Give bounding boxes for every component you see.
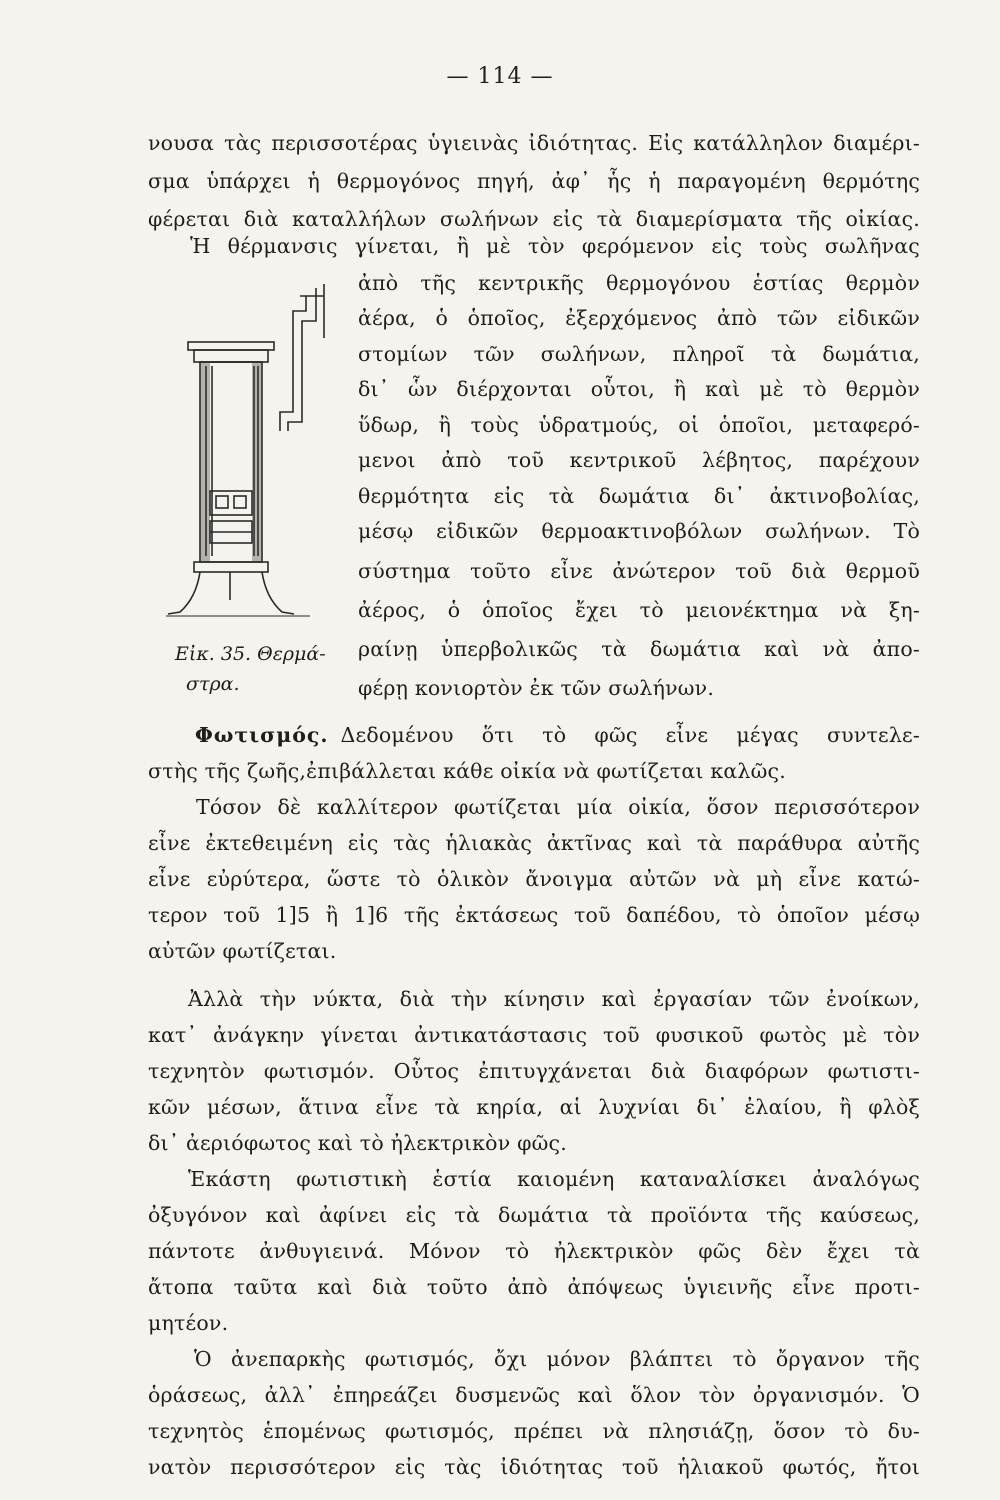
text-line: δι᾽ ἀεριόφωτος καὶ τὸ ἠλεκτρικὸν φῶς. (148, 1131, 567, 1155)
text-line: ἀπὸ τῆς κεντρικῆς θερμογόνου ἑστίας θερμὸν (358, 271, 920, 295)
text-line: στὴς τῆς ζωῆς,ἐπιβάλλεται κάθε οἰκία νὰ φωτίζεται καλῶς. (148, 759, 786, 783)
text-line: ἀέρος, ὁ ὁποῖος ἔχει τὸ μειονέκτημα νὰ ξη- (358, 598, 920, 622)
text-line: ὁράσεως, ἀλλ᾽ ἐπηρεάζει δυσμενῶς καὶ ὅλον τὸν ὀργανισμόν. Ὁ (148, 1383, 920, 1407)
text-line: μητέον. (148, 1311, 229, 1335)
text-line: σύστημα τοῦτο εἶνε ἀνώτερον τοῦ διὰ θερμοῦ (358, 559, 920, 583)
figure-caption: Εἰκ. 35. Θερμά- (175, 643, 326, 665)
text-line: ραίνῃ ὑπερβολικῶς τὰ δωμάτια καὶ νὰ ἀπο- (358, 637, 920, 661)
text-line: δι᾽ ὧν διέρχονται οὗτοι, ἢ καὶ μὲ τὸ θερμὸν (358, 377, 920, 401)
text-line: τεχνητὸς ἑπομένως φωτισμός, πρέπει νὰ πλησιάζῃ, ὅσον τὸ δυ- (148, 1419, 920, 1443)
text-line: Τόσον δὲ καλλίτερον φωτίζεται μία οἰκία, ὅσον περισσότερον (196, 795, 920, 819)
text-line: ὀξυγόνον καὶ ἀφίνει εἰς τὰ δωμάτια τὰ προϊόντα τῆς καύσεως, (148, 1203, 920, 1227)
text-line: μέσῳ εἰδικῶν θερμοακτινοβόλων σωλήνων. Τὸ (358, 519, 920, 543)
text-line: κῶν μέσων, ἅτινα εἶνε τὰ κηρία, αἱ λυχνίαι δι᾽ ἐλαίου, ἢ φλὸξ (148, 1095, 920, 1119)
text-line: εἶνε ἐκτεθειμένη εἰς τὰς ἡλιακὰς ἀκτῖνας καὶ τὰ παράθυρα αὐτῆς (148, 831, 920, 855)
stove-illustration (160, 276, 340, 636)
text-line: Δεδομένου ὅτι τὸ φῶς εἶνε μέγας συντελε- (340, 723, 920, 747)
text-line: τερον τοῦ 1]5 ἢ 1]6 τῆς ἐκτάσεως τοῦ δαπέδου, τὸ ὁποῖον μέσῳ (148, 903, 920, 927)
text-line: σμα ὑπάρχει ἡ θερμογόνος πηγή, ἀφ᾽ ἧς ἡ παραγομένη θερμότης (148, 169, 920, 193)
text-line: Ἡ θέρμανσις γίνεται, ἢ μὲ τὸν φερόμενον εἰς τοὺς σωλῆνας (190, 234, 920, 258)
text-line: φέρεται διὰ καταλλήλων σωλήνων εἰς τὰ διαμερίσματα τῆς οἰκίας. (148, 207, 920, 231)
section-heading-line (195, 720, 920, 752)
page-number: — 114 — (446, 64, 554, 89)
text-line: νουσα τὰς περισσοτέρας ὑγιεινὰς ἰδιότητας. Εἰς κατάλληλον διαμέρι- (148, 131, 920, 155)
text-line: πάντοτε ἀνθυγιεινά. Μόνον τὸ ἠλεκτρικὸν φῶς δὲν ἔχει τὰ (148, 1239, 920, 1263)
figure-caption: στρα. (186, 673, 240, 695)
text-line: νατὸν περισσότερον εἰς τὰς ἰδιότητας τοῦ ἡλιακοῦ φωτός, ἤτοι (148, 1455, 920, 1479)
text-line: αὐτῶν φωτίζεται. (148, 939, 337, 963)
text-line: φέρῃ κονιορτὸν ἐκ τῶν σωλήνων. (358, 676, 715, 700)
text-line: κατ᾽ ἀνάγκην γίνεται ἀντικατάστασις τοῦ φυσικοῦ φωτὸς μὲ τὸν (148, 1023, 920, 1047)
text-line: τεχνητὸν φωτισμόν. Οὗτος ἐπιτυγχάνεται διὰ διαφόρων φωτιστι- (148, 1059, 920, 1083)
text-line: Ἑκάστη φωτιστικὴ ἑστία καιομένη καταναλίσκει ἀναλόγως (188, 1167, 920, 1191)
text-line: στομίων τῶν σωλήνων, πληροῖ τὰ δωμάτια, (358, 342, 920, 366)
text-line: Ὁ ἀνεπαρκὴς φωτισμός, ὄχι μόνον βλάπτει τὸ ὄργανον τῆς (194, 1347, 920, 1371)
text-line: μενοι ἀπὸ τοῦ κεντρικοῦ λέβητος, παρέχουν (358, 448, 920, 472)
text-line: ἀέρα, ὁ ὁποῖος, ἐξερχόμενος ἀπὸ τῶν εἰδικῶν (358, 306, 920, 330)
text-line: Ἀλλὰ τὴν νύκτα, διὰ τὴν κίνησιν καὶ ἐργασίαν τῶν ἐνοίκων, (188, 987, 920, 1011)
text-line: εἶνε εὐρύτερα, ὥστε τὸ ὁλικὸν ἄνοιγμα αὐτῶν νὰ μὴ εἶνε κατώ- (148, 867, 920, 891)
text-line: θερμότητα εἰς τὰ δωμάτια δι᾽ ἀκτινοβολίας, (358, 484, 920, 508)
section-heading: Φωτισμός. (195, 723, 329, 747)
text-line: ὕδωρ, ἢ τοὺς ὑδρατμούς, οἱ ὁποῖοι, μεταφερό- (358, 413, 920, 437)
text-line: ἄτοπα ταῦτα καὶ διὰ τοῦτο ἀπὸ ἀπόψεως ὑγιεινῆς εἶνε προτι- (148, 1275, 920, 1299)
